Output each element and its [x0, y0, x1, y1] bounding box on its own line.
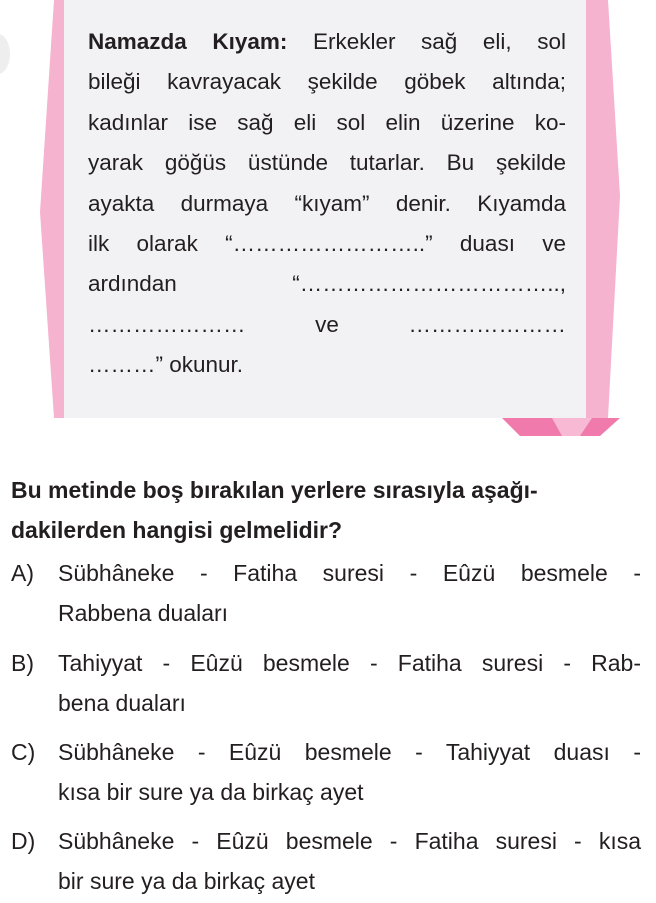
frame-right-band — [586, 0, 620, 418]
card-line — [88, 22, 566, 62]
card-line: ayakta durmaya “kıyam” denir. Kıyamda — [88, 190, 566, 216]
option-line: Sübhâneke - Fatiha suresi - Eûzü besmele - — [58, 560, 641, 586]
option-line: Sübhâneke - Eûzü besmele - Fatiha suresi - kısa — [58, 828, 641, 854]
question-line: Bu metinde boş bırakılan yerlere sırasıyla aşağı- — [11, 477, 538, 503]
option-body — [58, 821, 641, 901]
option-line: kısa bir sure ya da birkaç ayet — [58, 779, 364, 805]
edge-circle-decoration — [0, 34, 10, 74]
option-body — [58, 553, 641, 633]
question-text — [11, 470, 641, 550]
card-title: Namazda Kıyam: — [88, 29, 288, 54]
card-line: ilk olarak “……………………..” duası ve — [88, 231, 566, 257]
option-line: bir sure ya da birkaç ayet — [58, 868, 315, 894]
card-line: ………” okunur. — [88, 352, 244, 378]
option-line: Tahiyyat - Eûzü besmele - Fatiha suresi - Rab- — [58, 650, 641, 676]
option-line: Rabbena duaları — [58, 600, 229, 626]
option-line: bena duaları — [58, 690, 186, 716]
card-line: ardından “…………………………….., — [88, 271, 566, 297]
option-letter: D) — [11, 828, 36, 854]
question-line: dakilerden hangisi gelmelidir? — [11, 517, 343, 543]
card-line: bileği kavrayacak şekilde göbek altında; — [88, 69, 566, 95]
option-body — [58, 643, 641, 723]
card-line: yarak göğüs üstünde tutarlar. Bu şekilde — [88, 150, 566, 176]
option-letter: A) — [11, 560, 34, 586]
card-line-text: Erkekler sağ eli, sol — [287, 29, 566, 54]
option-letter: B) — [11, 650, 34, 676]
option-body — [58, 732, 641, 812]
card-line: ………………… ve ………………… — [88, 311, 566, 337]
frame-left-band — [40, 0, 64, 418]
option-line: Sübhâneke - Eûzü besmele - Tahiyyat duası - — [58, 739, 641, 765]
card-text — [88, 22, 566, 386]
card-line: kadınlar ise sağ eli sol elin üzerine ko- — [88, 109, 566, 135]
option-letter: C) — [11, 739, 36, 765]
